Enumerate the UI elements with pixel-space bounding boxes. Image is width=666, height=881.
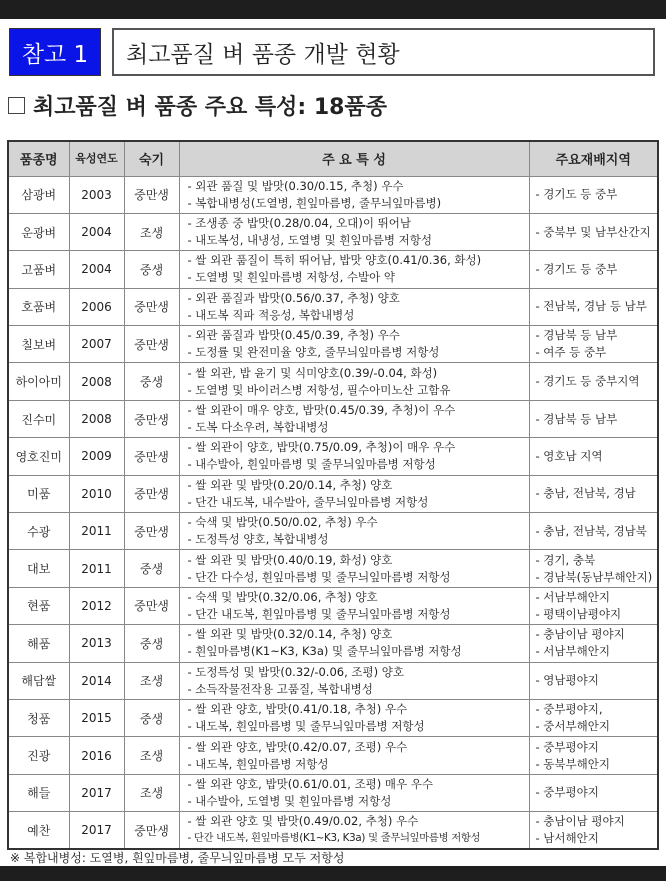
breeding-year: 2015 [69,699,124,736]
region-line: - 평택이남평야지 [535,606,622,621]
feature-line: - 쌀 외관 양호, 밥맛(0.42/0.07, 조평) 우수 [187,739,408,754]
feature-line: - 도정률 및 완전미율 양호, 줄무늬잎마름병 저항성 [187,345,440,360]
feature-line: - 단간 내도복, 흰잎마름병(K1~K3, K3a) 및 줄무늬잎마름병 저항성 [187,832,481,845]
maturity: 중만생 [124,475,179,512]
header-features: 주 요 특 성 [179,141,529,176]
feature-line: - 숙색 및 밥맛(0.50/0.02, 추청) 우수 [187,515,378,530]
features [179,662,529,699]
feature-line: - 내수발아, 흰잎마름병 및 줄무늬잎마름병 저항성 [187,457,436,472]
feature-line: - 내도복성, 내냉성, 도열병 및 흰잎마름병 저항성 [187,233,432,248]
variety-name: 하이아미 [8,363,69,400]
region [529,213,658,250]
maturity: 중생 [124,699,179,736]
breeding-year: 2011 [69,550,124,587]
variety-name: 해들 [8,774,69,811]
features [179,251,529,288]
region-line: - 동북부해안지 [535,756,610,771]
breeding-year: 2016 [69,737,124,774]
variety-name: 영호진미 [8,438,69,475]
region-line: - 영호남 지역 [535,448,603,463]
feature-line: - 단간 다수성, 흰잎마름병 및 줄무늬잎마름병 저항성 [187,569,451,584]
region [529,326,658,363]
table-row [8,737,658,774]
checkbox-square-icon [8,97,25,114]
feature-line: - 쌀 외관 및 밥맛(0.20/0.14, 추청) 양호 [187,477,393,492]
breeding-year: 2017 [69,774,124,811]
feature-line: - 쌀 외관 및 밥맛(0.32/0.14, 추청) 양호 [187,627,393,642]
feature-line: - 내도복, 흰잎마름병 및 줄무늬잎마름병 저항성 [187,719,425,734]
features [179,288,529,325]
variety-name: 진광 [8,737,69,774]
region-line: - 경남북 등 남부 [535,411,618,426]
breeding-year: 2004 [69,251,124,288]
region-line: - 중부평야지, [535,702,603,717]
table-row [8,176,658,213]
table-row [8,475,658,512]
variety-name: 해품 [8,625,69,662]
table-row [8,550,658,587]
breeding-year: 2014 [69,662,124,699]
feature-line: - 외관 품질과 밥맛(0.45/0.39, 추청) 우수 [187,328,400,343]
features [179,213,529,250]
region [529,737,658,774]
reference-tag: 참고 1 [9,28,101,76]
footnote: ※ 복합내병성: 도열병, 흰잎마름병, 줄무늬잎마름병 모두 저항성 [10,851,345,865]
region-line: - 서남부해안지 [535,644,610,659]
region [529,699,658,736]
table-row [8,213,658,250]
breeding-year: 2006 [69,288,124,325]
region-line: - 여주 등 중부 [535,345,607,360]
maturity: 중생 [124,251,179,288]
feature-line: - 쌀 외관 양호, 밥맛(0.41/0.18, 추청) 우수 [187,702,408,717]
region-line: - 충남, 전남북, 경남 [535,486,636,501]
feature-line: - 외관 품질과 밥맛(0.56/0.37, 추청) 양호 [187,290,400,305]
table-row [8,812,658,849]
feature-line: - 쌀 외관 및 밥맛(0.40/0.19, 화성) 양호 [187,552,393,567]
top-bar [0,0,666,19]
maturity: 중만생 [124,812,179,849]
breeding-year: 2003 [69,176,124,213]
feature-line: - 숙색 및 밥맛(0.32/0.06, 추청) 양호 [187,589,378,604]
maturity: 조생 [124,662,179,699]
breeding-year: 2008 [69,400,124,437]
maturity: 중생 [124,550,179,587]
region-line: - 중부평야지 [535,785,599,800]
features [179,625,529,662]
features [179,812,529,849]
region [529,513,658,550]
maturity: 중생 [124,363,179,400]
table-row [8,251,658,288]
breeding-year: 2010 [69,475,124,512]
region [529,400,658,437]
feature-line: - 단간 내도복, 내수발아, 줄무늬잎마름병 저항성 [187,494,429,509]
features [179,363,529,400]
region-line: - 전남북, 경남 등 남부 [535,299,647,314]
region [529,812,658,849]
features [179,550,529,587]
region [529,438,658,475]
header-name: 품종명 [8,141,69,176]
region [529,587,658,624]
section-heading-text: 최고품질 벼 품종 주요 특성: 18품종 [33,95,387,120]
table-row [8,288,658,325]
maturity: 조생 [124,774,179,811]
region-line: - 중부평야지 [535,739,599,754]
region-line: - 경기도 등 중부지역 [535,374,640,389]
breeding-year: 2013 [69,625,124,662]
feature-line: - 조생종 중 밥맛(0.28/0.04, 오대)이 뛰어남 [187,216,411,231]
breeding-year: 2009 [69,438,124,475]
variety-name: 예찬 [8,812,69,849]
maturity: 중만생 [124,288,179,325]
region [529,288,658,325]
region-line: - 중북부 및 남부산간지 [535,224,651,239]
feature-line: - 내도복, 흰잎마름병 저항성 [187,756,329,771]
region-line: - 남서해안지 [535,831,599,846]
region-line: - 경기도 등 중부 [535,187,618,202]
maturity: 중만생 [124,176,179,213]
feature-line: - 도열병 및 바이러스병 저항성, 필수아미노산 고함유 [187,382,451,397]
maturity: 중만생 [124,587,179,624]
page-title: 최고품질 벼 품종 개발 현황 [112,28,655,76]
variety-name: 해담쌀 [8,662,69,699]
maturity: 중만생 [124,438,179,475]
breeding-year: 2012 [69,587,124,624]
feature-line: - 쌀 외관, 밥 윤기 및 식미양호(0.39/-0.04, 화성) [187,365,438,380]
table-row [8,513,658,550]
maturity: 중만생 [124,400,179,437]
feature-line: - 도정특성 및 밥맛(0.32/-0.06, 조평) 양호 [187,664,404,679]
header-year: 육성연도 [69,141,124,176]
variety-name: 청품 [8,699,69,736]
breeding-year: 2004 [69,213,124,250]
region-line: - 영남평야지 [535,673,599,688]
feature-line: - 도정특성 양호, 복합내병성 [187,532,329,547]
variety-name: 현품 [8,587,69,624]
region-line: - 경기, 충북 [535,552,596,567]
table-row [8,662,658,699]
features [179,176,529,213]
feature-line: - 내도복 직파 적응성, 복합내병성 [187,307,355,322]
breeding-year: 2007 [69,326,124,363]
feature-line: - 단간 내도복, 흰잎마름병 및 줄무늬잎마름병 저항성 [187,606,451,621]
maturity: 조생 [124,737,179,774]
feature-line: - 복합내병성(도열병, 흰잎마름병, 줄무늬잎마름병) [187,195,442,210]
feature-line: - 쌀 외관 양호, 밥맛(0.61/0.01, 조평) 매우 우수 [187,776,434,791]
table-row [8,625,658,662]
region [529,176,658,213]
variety-name: 수광 [8,513,69,550]
region-line: - 경남북(동남부해안지) [535,569,653,584]
feature-line: - 쌀 외관이 양호, 밥맛(0.75/0.09, 추청)이 매우 우수 [187,440,456,455]
table-row [8,699,658,736]
features [179,400,529,437]
region [529,363,658,400]
breeding-year: 2017 [69,812,124,849]
features [179,737,529,774]
table-row [8,774,658,811]
region-line: - 서남부해안지 [535,589,610,604]
region-line: - 충남이남 평야지 [535,627,625,642]
region [529,475,658,512]
feature-line: - 쌀 외관 품질이 특히 뛰어남, 밥맛 양호(0.41/0.36, 화성) [187,253,482,268]
variety-name: 미품 [8,475,69,512]
region-line: - 경기도 등 중부 [535,261,618,276]
features [179,438,529,475]
table-row [8,326,658,363]
maturity: 중만생 [124,513,179,550]
bottom-bar [0,866,666,881]
header-maturity: 숙기 [124,141,179,176]
variety-name: 호품벼 [8,288,69,325]
table-row [8,587,658,624]
region-line: - 충남, 전남북, 경남북 [535,523,647,538]
header-region: 주요재배지역 [529,141,658,176]
feature-line: - 흰잎마름병(K1~K3, K3a) 및 줄무늬잎마름병 저항성 [187,644,462,659]
variety-name: 대보 [8,550,69,587]
breeding-year: 2011 [69,513,124,550]
features [179,587,529,624]
variety-name: 운광벼 [8,213,69,250]
features [179,326,529,363]
features [179,699,529,736]
feature-line: - 쌀 외관이 매우 양호, 밥맛(0.45/0.39, 추청)이 우수 [187,403,456,418]
variety-name: 고품벼 [8,251,69,288]
features [179,774,529,811]
variety-name: 삼광벼 [8,176,69,213]
region [529,550,658,587]
features [179,475,529,512]
region [529,251,658,288]
maturity: 중생 [124,625,179,662]
section-heading [8,90,387,121]
feature-line: - 내수발아, 도열병 및 흰잎마름병 저항성 [187,793,392,808]
region [529,625,658,662]
feature-line: - 도복 다소우려, 복합내병성 [187,420,329,435]
breeding-year: 2008 [69,363,124,400]
table-row [8,438,658,475]
region-line: - 중서부해안지 [535,719,610,734]
feature-line: - 외관 품질 및 밥맛(0.30/0.15, 추청) 우수 [187,178,404,193]
feature-line: - 쌀 외관 양호 및 밥맛(0.49/0.02, 추청) 우수 [187,814,419,829]
maturity: 중만생 [124,326,179,363]
variety-name: 칠보벼 [8,326,69,363]
region-line: - 충남이남 평야지 [535,814,625,829]
feature-line: - 소득작물전작용 고품질, 복합내병성 [187,681,373,696]
region [529,662,658,699]
table-row [8,363,658,400]
variety-name: 진수미 [8,400,69,437]
feature-line: - 도열병 및 흰잎마름병 저항성, 수발아 약 [187,270,395,285]
variety-table [7,140,659,850]
maturity: 조생 [124,213,179,250]
region [529,774,658,811]
table-header [8,141,658,176]
features [179,513,529,550]
region-line: - 경남북 등 남부 [535,328,618,343]
table-row [8,400,658,437]
